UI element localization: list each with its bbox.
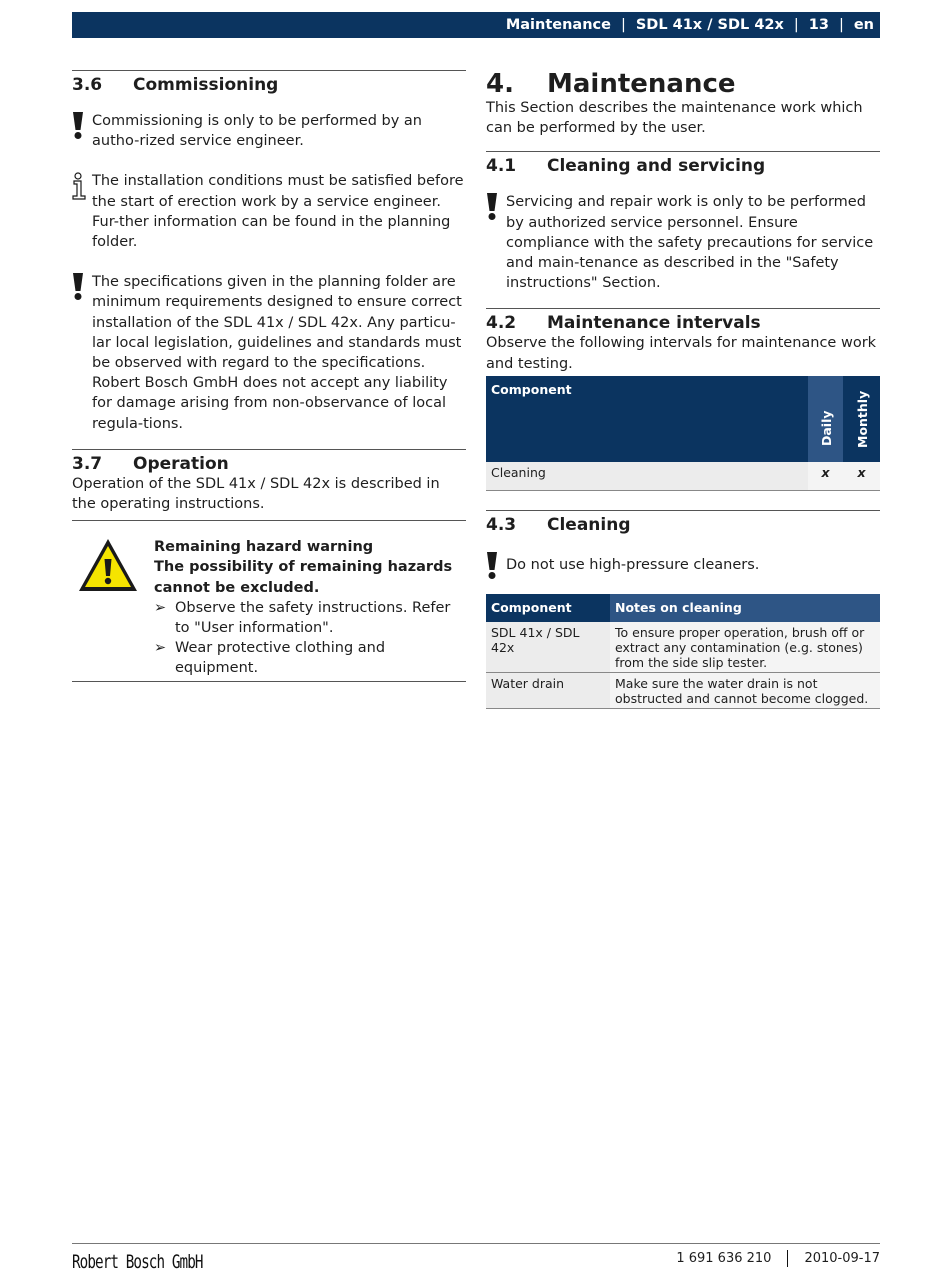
header-page: 13	[808, 17, 829, 33]
exclamation-icon	[72, 111, 92, 151]
footer-separator	[787, 1250, 788, 1267]
exclamation-icon	[72, 272, 92, 434]
section-number: 3.6	[72, 75, 103, 95]
doc-date: 2010-09-17	[804, 1251, 880, 1266]
cell-component: Cleaning	[486, 462, 808, 491]
note-text: Servicing and repair work is only to be performed by authorized service personnel. Ensure compliance with the safety precautions for service and main-tenance as described in the "Safety instructions" Section.	[506, 194, 874, 292]
rotated-label: Daily	[819, 410, 834, 446]
note-text: Do not use high-pressure cleaners.	[506, 556, 760, 573]
rotated-label: Monthly	[855, 390, 870, 448]
cell-notes: Make sure the water drain is not obstructed and cannot become clogged.	[610, 672, 880, 708]
header-sep: |	[620, 17, 626, 33]
note-no-pressure-cleaners	[486, 551, 880, 580]
header-product: SDL 41x / SDL 42x	[635, 17, 784, 33]
section-heading-4-1	[486, 151, 880, 178]
table-header-row	[486, 594, 880, 622]
bullet-text: Wear protective clothing and equipment.	[175, 640, 386, 677]
section-title: Cleaning and servicing	[547, 156, 766, 177]
operation-text: Operation of the SDL 41x / SDL 42x is described in the operating instructions.	[72, 475, 440, 513]
section-number: 4.1	[486, 156, 517, 177]
header-sep: |	[838, 17, 844, 33]
section-title: Cleaning	[547, 514, 631, 535]
table-row	[486, 622, 880, 673]
table-row	[486, 462, 880, 491]
section-number: 4.3	[486, 514, 517, 535]
maintenance-intervals-table	[486, 376, 880, 491]
note-text: The specifications given in the planning folder are minimum requirements designed to ensure correct installation of the SDL 41x / SDL 42x. Any particu-lar local legislation, guidelines and standards must be observed with regard to the specifications. Robert Bosch GmbH does not accept any liability for damage arising from non-observance of local regula-tions.	[92, 274, 462, 432]
arrow-bullet-icon: ➢	[154, 640, 167, 657]
footer-divider	[72, 1243, 880, 1244]
cell-daily: x	[808, 462, 843, 491]
column-header-daily	[808, 376, 843, 462]
cell-component: SDL 41x / SDL 42x	[486, 622, 610, 673]
exclamation-icon	[486, 192, 506, 293]
warning-bullet	[154, 598, 466, 638]
note-specifications	[72, 272, 466, 434]
info-icon	[72, 171, 92, 252]
warning-bullet	[154, 638, 466, 678]
header-section: Maintenance	[505, 17, 611, 33]
bullet-text: Observe the safety instructions. Refer to "User information".	[175, 599, 451, 637]
cell-notes: To ensure proper operation, brush off or extract any contamination (e.g. stones) from the side slip tester.	[610, 622, 880, 673]
warning-subtitle: The possibility of remaining hazards cannot be excluded.	[154, 559, 453, 596]
section-heading-3-6	[72, 70, 466, 97]
hazard-warning-box	[72, 520, 466, 681]
section-heading-4-2	[486, 308, 880, 335]
section-title: Commissioning	[133, 75, 279, 95]
note-text: The installation conditions must be satisfied before the start of erection work by a service engineer. Fur-ther information can be found in the planning folder.	[92, 173, 464, 251]
footer-info	[676, 1250, 880, 1267]
column-header-monthly	[843, 376, 880, 462]
chapter-intro: This Section describes the maintenance work which can be performed by the user.	[486, 100, 863, 137]
note-installation	[72, 171, 466, 252]
section-number: 3.7	[72, 453, 103, 474]
doc-number: 1 691 636 210	[676, 1251, 772, 1266]
note-text: Commissioning is only to be performed by an autho-rized service engineer.	[92, 113, 422, 150]
section-heading-3-7	[72, 449, 466, 476]
note-servicing	[486, 192, 880, 293]
company-logo: Robert Bosch GmbH	[72, 1251, 203, 1273]
column-header-notes: Notes on cleaning	[610, 594, 880, 622]
note-commissioning	[72, 111, 466, 151]
arrow-bullet-icon: ➢	[154, 599, 167, 616]
cell-monthly: x	[843, 462, 880, 491]
cell-component: Water drain	[486, 672, 610, 708]
chapter-heading	[486, 70, 880, 98]
table-row	[486, 672, 880, 708]
exclamation-icon	[486, 551, 506, 580]
section-number: 4.2	[486, 313, 517, 334]
warning-triangle-icon	[72, 537, 154, 680]
chapter-title: Maintenance	[547, 69, 736, 99]
header-lang: en	[853, 17, 874, 33]
warning-title: Remaining hazard warning	[154, 539, 374, 556]
table-header-row	[486, 376, 880, 462]
chapter-number: 4.	[486, 69, 514, 99]
page-header	[72, 12, 880, 38]
left-column	[72, 70, 466, 682]
intervals-intro: Observe the following intervals for maintenance work and testing.	[486, 335, 877, 372]
section-title: Operation	[133, 453, 229, 474]
column-header-component: Component	[486, 376, 808, 462]
column-header-component: Component	[486, 594, 610, 622]
right-column	[486, 70, 880, 709]
section-heading-4-3	[486, 510, 880, 537]
section-title: Maintenance intervals	[547, 313, 761, 334]
cleaning-table	[486, 594, 880, 709]
header-sep: |	[793, 17, 799, 33]
